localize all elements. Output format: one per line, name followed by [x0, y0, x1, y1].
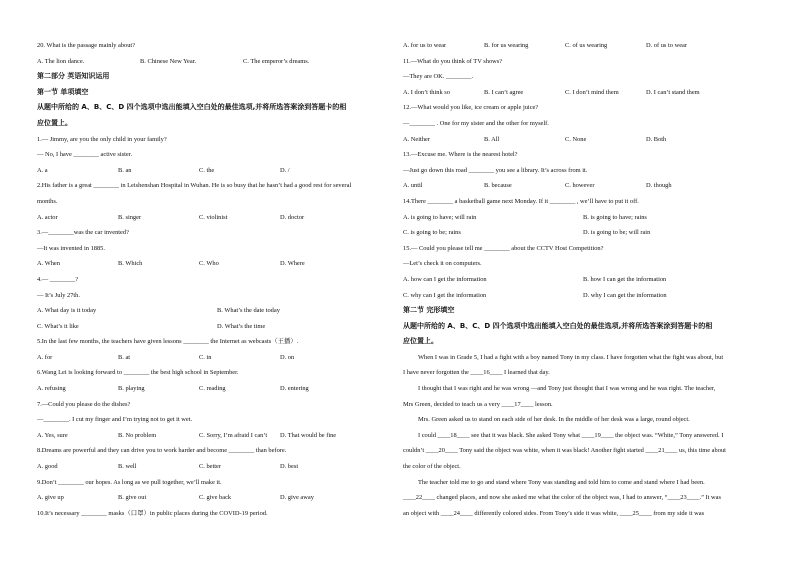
option[interactable]: D. What’s the time	[217, 322, 266, 330]
question-9: 9.Don’t ________ our hopes. As long as we pull together, we’ll make it.	[37, 478, 222, 486]
instructions-cont: 应位置上。	[403, 337, 438, 346]
option[interactable]: C. Who	[199, 260, 219, 268]
option[interactable]: C. however	[565, 182, 595, 190]
question-4: 4.— ________?	[37, 275, 79, 283]
question-5: 5.In the last few months, the teachers have given lessons ________ the Internet as webcasts（王播）.	[37, 338, 299, 346]
options-15b	[403, 288, 763, 304]
options-9	[37, 490, 397, 506]
option[interactable]: C. Sorry, I’m afraid I can’t	[199, 431, 268, 439]
option[interactable]: A. Yes, sure	[37, 431, 68, 439]
options-15a	[403, 272, 763, 288]
question-3-answer: —It was invented in 1885.	[37, 244, 105, 252]
option[interactable]: C. is going to be; rains	[403, 229, 461, 237]
section-heading: 第二节 完形填空	[403, 306, 455, 315]
option[interactable]: B. No problem	[118, 431, 157, 439]
option[interactable]: A. I don’t think so	[403, 88, 450, 96]
option[interactable]: D. That would be fine	[280, 431, 337, 439]
option[interactable]: D. /	[280, 166, 290, 174]
option[interactable]: C. better	[199, 463, 222, 471]
passage-line: an object with ____24____ differently colored sides. From Tony’s side it was white, ____25____ from my side it was	[403, 509, 705, 517]
option[interactable]: B. Chinese New Year.	[140, 57, 197, 65]
option[interactable]: D. is going to be; will rain	[583, 229, 651, 237]
option[interactable]: C. reading	[199, 385, 226, 393]
question-11-answer: —They are OK. ________.	[403, 73, 474, 81]
option[interactable]: C. give back	[199, 494, 232, 502]
option[interactable]: B. because	[484, 182, 512, 190]
option[interactable]: A. actor	[37, 213, 58, 221]
option[interactable]: B. All	[484, 135, 500, 143]
option[interactable]: C. I don’t mind them	[565, 88, 619, 96]
question-15: 15.— Could you please tell me ________ about the CCTV Host Competition?	[403, 244, 604, 252]
part-heading: 第二部分 英语知识运用	[37, 72, 110, 81]
option[interactable]: D. Both	[646, 135, 667, 143]
option[interactable]: A. how can I get the information	[403, 275, 487, 283]
option[interactable]: A. for us to wear	[403, 42, 447, 49]
question-7: 7.—Could you please do the dishes?	[37, 400, 131, 408]
option[interactable]: A. When	[37, 260, 60, 268]
option[interactable]: D. entering	[280, 385, 309, 393]
question-4-answer: — It’s July 27th.	[37, 291, 80, 299]
options-20	[37, 54, 397, 70]
passage-line: Mrs. Green asked us to stand on each side of her desk. In the middle of her desk was a large, round object.	[418, 416, 690, 424]
question-13-answer: —Just go down this road ________ you see a library. It’s across from it.	[403, 166, 588, 174]
option[interactable]: D. I can’t stand them	[646, 88, 700, 96]
option[interactable]: B. singer	[118, 213, 142, 221]
options-8	[37, 459, 397, 475]
option[interactable]: D. doctor	[280, 213, 305, 221]
options-1	[37, 163, 397, 179]
question-20: 20. What is the passage mainly about?	[37, 42, 136, 49]
option[interactable]: B. is going to have; rains	[583, 213, 647, 221]
section-heading: 第一节 单项填空	[37, 87, 89, 96]
question-15-answer: —Let’s check it on computers.	[403, 260, 482, 268]
option[interactable]: A. refusing	[37, 385, 66, 393]
question-12: 12.—What would you like, ice cream or apple juice?	[403, 104, 539, 112]
option[interactable]: B. I can’t agree	[484, 88, 524, 96]
option[interactable]: C. the	[199, 166, 215, 174]
option[interactable]: C. The emperor’s dreams.	[243, 57, 310, 65]
passage-line: When I was in Grade 5, I had a fight with a boy named Tony in my class. I have forgotten what the fight was about, but	[418, 353, 724, 361]
option[interactable]: A. The lion dance.	[37, 57, 85, 65]
option[interactable]: A. Neither	[403, 135, 430, 143]
option[interactable]: B. Which	[118, 260, 143, 268]
options-14b	[403, 225, 763, 241]
options-4b	[37, 319, 397, 335]
question-10: 10.It’s necessary ________ masks（口罩）in public places during the COVID-19 period.	[37, 509, 268, 517]
options-6	[37, 381, 397, 397]
option[interactable]: A. is going to have; will rain	[403, 213, 477, 221]
option[interactable]: D. Where	[280, 260, 305, 268]
option[interactable]: C. in	[199, 353, 212, 361]
option[interactable]: A. for	[37, 353, 53, 361]
options-10	[403, 38, 763, 54]
question-14: 14.There ________ a basketball game next Monday. If it ________ , we’ll have to put it off.	[403, 197, 639, 205]
passage-line: Mrs Green, decided to teach us a very ____17____ lesson.	[403, 400, 553, 408]
option[interactable]: B. how I can get the information	[583, 275, 667, 283]
options-4a	[37, 303, 397, 319]
option[interactable]: D. of us to wear	[646, 42, 687, 49]
option[interactable]: D. give away	[280, 494, 314, 502]
option[interactable]: B. playing	[118, 385, 145, 393]
left-column	[37, 38, 397, 521]
option[interactable]: B. What’s the date today	[217, 307, 280, 315]
options-3	[37, 256, 397, 272]
option[interactable]: A. until	[403, 182, 423, 190]
option[interactable]: D. best	[280, 463, 299, 471]
option[interactable]: B. for us wearing	[484, 42, 529, 49]
question-7-answer: —________. I cut my finger and I’m trying not to get it wet.	[37, 416, 193, 424]
question-1: 1.— Jimmy, are you the only child in your family?	[37, 135, 167, 143]
passage-line: ____22____ changed places, and now she asked me what the color of the object was, I had to answer, “____23____.” It was	[403, 494, 721, 502]
options-5	[37, 350, 397, 366]
option[interactable]: C. why can I get the information	[403, 291, 487, 299]
options-14a	[403, 210, 763, 226]
instructions-cont: 应位置上。	[37, 118, 72, 127]
option[interactable]: A. What day is it today	[37, 307, 97, 315]
option[interactable]: A. good	[37, 463, 58, 471]
option[interactable]: D. though	[646, 182, 672, 190]
question-1-answer: — No, I have ________ active sister.	[37, 151, 133, 159]
options-7	[37, 428, 397, 444]
passage-line: couldn’t ____20____ Tony said the object was white, when it was black! Another fight started ____21____ us, this time about	[403, 447, 726, 455]
option[interactable]: C. None	[565, 135, 587, 143]
option[interactable]: B. well	[118, 463, 137, 471]
option[interactable]: B. an	[118, 166, 132, 174]
passage-line: I thought that I was right and he was wrong —and Tony just thought that I was wrong and he was right. The teacher,	[418, 385, 716, 393]
question-2: 2.His father is a great ________ in Leishenshan Hospital in Wuhan. He is so busy that he hasn’t had a good rest for several	[37, 182, 352, 190]
option[interactable]: B. give out	[118, 494, 147, 502]
option[interactable]: C. What’s it like	[37, 322, 79, 330]
option[interactable]: A. a	[37, 166, 48, 174]
option[interactable]: C. violinist	[199, 213, 228, 221]
question-2-cont: months.	[37, 197, 58, 205]
option[interactable]: A. give up	[37, 494, 64, 502]
option[interactable]: D. on	[280, 353, 295, 361]
option[interactable]: D. why I can get the information	[583, 291, 667, 299]
instructions: 从题中所给的 A、B、C、D 四个选项中选出能填入空白处的最佳选项,并将所选答案涂到答题卡的相	[37, 103, 347, 112]
passage-line: I could ____18____ see that it was black. She asked Tony what ____19____ the object was. “White,” Tony answered. I	[418, 431, 724, 439]
right-column	[403, 38, 763, 521]
instructions: 从题中所给的 A、B、C、D 四个选项中选出能填入空白处的最佳选项,并将所选答案涂到答题卡的相	[403, 321, 713, 330]
option[interactable]: B. at	[118, 353, 131, 361]
passage-line: The teacher told me to go and stand where Tony was standing and told him to come and stand where I had been.	[418, 478, 705, 486]
passage-line: the color of the object.	[403, 463, 461, 471]
options-13	[403, 178, 763, 194]
passage-line: I have never forgotten the ____16____ I learned that day.	[403, 369, 550, 377]
question-12-answer: —________ . One for my sister and the other for myself.	[403, 119, 549, 127]
options-11	[403, 85, 763, 101]
question-13: 13.—Excuse me. Where is the nearest hotel?	[403, 151, 518, 159]
question-11: 11.—What do you think of TV shows?	[403, 57, 503, 65]
option[interactable]: C. of us wearing	[565, 42, 608, 49]
options-2	[37, 210, 397, 226]
options-12	[403, 132, 763, 148]
question-8: 8.Dreams are powerful and they can drive you to work harder and become ________ than before.	[37, 447, 287, 455]
question-3: 3.—________was the car invented?	[37, 229, 129, 237]
question-6: 6.Wang Lei is looking forward to ________ the best high school in September.	[37, 369, 239, 377]
